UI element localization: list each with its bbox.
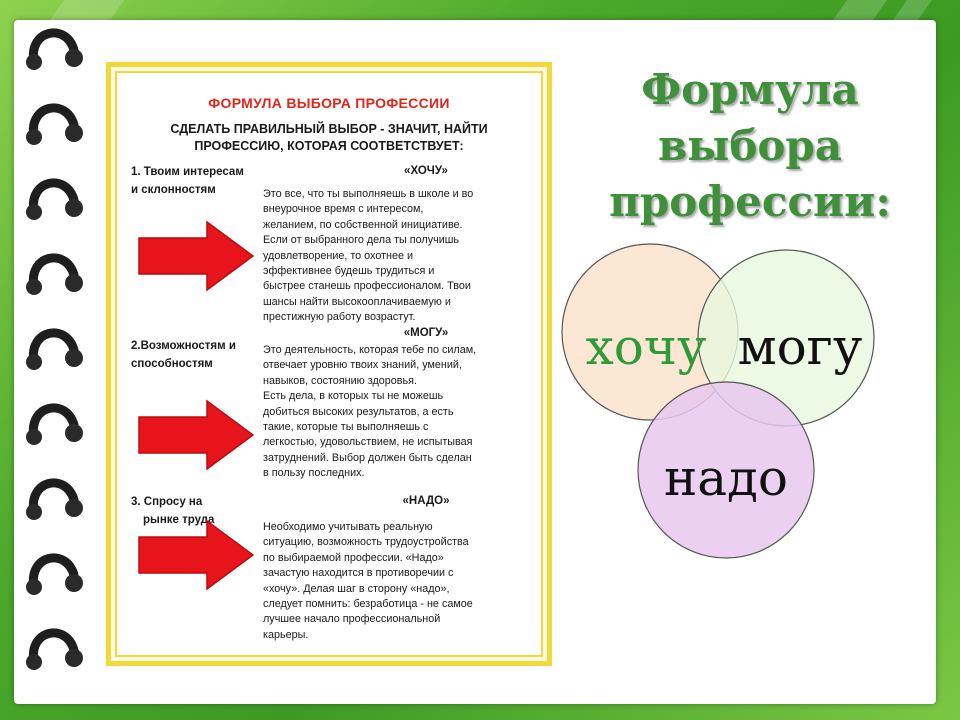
ring-hole	[26, 654, 42, 670]
card-title: ФОРМУЛА ВЫБОРА ПРОФЕССИИ	[208, 95, 450, 111]
section-text-line: карьеры.	[263, 628, 309, 641]
ring-hole	[65, 424, 83, 442]
section-need-heading: «НАДО»	[402, 495, 450, 507]
section-can-text	[263, 343, 513, 482]
section-text-line: желанием, по собственной инициативе.	[263, 218, 463, 231]
section-text-line: Это деятельность, которая тебе по силам,	[263, 344, 477, 356]
section-text-line: Есть дела, в которых ты не можешь	[263, 390, 444, 403]
ring-hole	[26, 129, 42, 145]
ring-hole	[26, 429, 42, 445]
venn-label-want: хочу	[585, 318, 707, 376]
ring-hole	[65, 649, 83, 667]
ring-hole	[65, 199, 83, 217]
ring-hole	[26, 54, 42, 70]
section-text-line: в пользу последних.	[263, 467, 365, 480]
section-text-line: удовлетворение, то охотнее и	[263, 249, 414, 262]
page-title-line: Формула	[641, 65, 859, 114]
section-text-line: Необходимо учитывать реальную	[263, 521, 433, 533]
section-text-line: отвечает уровню твоих знаний, умений,	[263, 359, 462, 372]
card-subtitle	[137, 121, 521, 155]
section-text-line: по выбираемой профессии. «Надо»	[263, 551, 444, 564]
section-text-line: добиться высоких результатов, а есть	[263, 405, 454, 418]
section-label-line: способностям	[131, 358, 213, 370]
section-want-heading: «ХОЧУ»	[404, 165, 448, 177]
section-label-line: рынке труда	[143, 514, 215, 526]
ring-hole	[65, 349, 83, 367]
ring-hole	[65, 124, 83, 142]
section-label-line: 1. Твоим интересам	[131, 166, 244, 178]
ring-hole	[26, 579, 42, 595]
section-need-text	[263, 520, 513, 643]
card-subtitle-line: СДЕЛАТЬ ПРАВИЛЬНЫЙ ВЫБОР - ЗНАЧИТ, НАЙТИ	[170, 122, 488, 136]
section-text-line: внеурочное время с интересом,	[263, 203, 424, 216]
section-text-line: навыков, состоянию здоровья.	[263, 374, 417, 387]
section-text-line: быстрее станешь профессионалом. Твои	[263, 280, 471, 293]
card-subtitle-line: ПРОФЕССИЮ, КОТОРАЯ СООТВЕТСТВУЕТ:	[194, 139, 464, 153]
ring-hole	[65, 274, 83, 292]
page-title	[600, 62, 900, 230]
section-text-line: затруднений. Выбор должен быть сделан	[263, 451, 472, 464]
section-text-line: Если от выбранного дела ты получишь	[263, 234, 460, 247]
section-want-label	[131, 164, 244, 198]
section-can-heading: «МОГУ»	[403, 327, 449, 339]
section-text-line: Это все, что ты выполняешь в школе и во	[263, 188, 474, 200]
section-text-line: зачастую находится в противоречии с	[263, 567, 454, 580]
ring-hole	[26, 279, 42, 295]
section-text-line: эффективнее будешь трудиться и	[263, 265, 435, 278]
section-label-line: и склонностям	[131, 184, 216, 196]
section-text-line: ситуацию, возможность трудоустройства	[263, 536, 469, 549]
section-text-line: такие, которые ты выполняешь с	[263, 421, 429, 434]
venn-label-need: надо	[663, 449, 789, 507]
ring-hole	[65, 499, 83, 517]
section-text-line: шансы найти высокооплачиваемую и	[263, 295, 451, 308]
section-can-label	[131, 338, 236, 372]
section-text-line: «хочу». Делая шаг в сторону «надо»,	[263, 582, 450, 595]
arrow-right-icon	[137, 519, 255, 591]
section-text-line: следует помнить: безработица - не самое	[263, 598, 473, 611]
venn-diagram	[560, 240, 880, 570]
section-want-text	[263, 187, 513, 326]
page-title-line: выбора	[658, 121, 842, 170]
ring-hole	[65, 49, 83, 67]
info-card-inner	[115, 71, 543, 657]
section-text-line: легкостью, удовольствием, не испытывая	[263, 436, 473, 449]
section-label-line: 3. Спросу на	[131, 496, 203, 508]
venn-label-can: могу	[737, 318, 863, 376]
section-text-line: лучшее начало профессиональной	[263, 613, 441, 626]
info-card	[106, 62, 552, 666]
ring-hole	[65, 574, 83, 592]
page-title-line: профессии:	[609, 177, 891, 226]
section-text-line: престижную работу возрастут.	[263, 311, 416, 324]
section-label-line: 2.Возможностям и	[131, 340, 236, 352]
ring-hole	[26, 204, 42, 220]
ring-hole	[26, 354, 42, 370]
ring-hole	[26, 504, 42, 520]
arrow-right-icon	[137, 220, 255, 292]
arrow-right-icon	[137, 399, 255, 471]
